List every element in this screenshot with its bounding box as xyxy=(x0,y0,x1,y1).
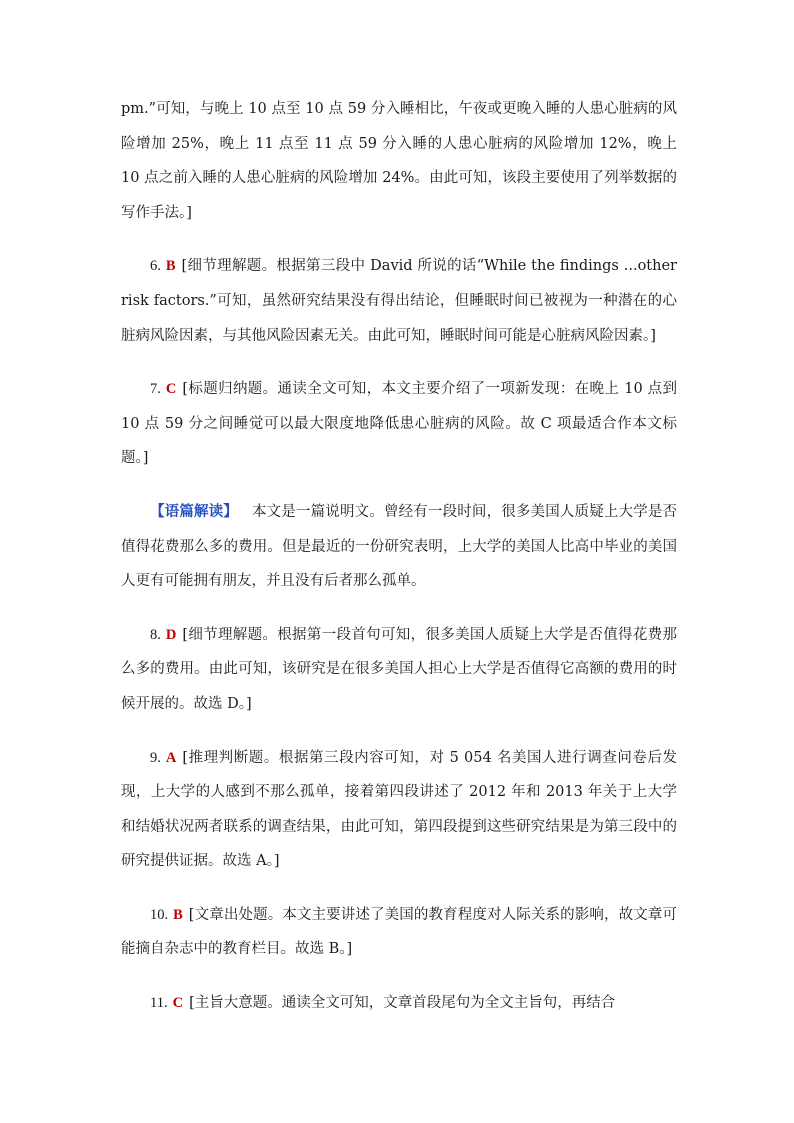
question-number: 9. xyxy=(150,749,161,766)
question-number: 6. xyxy=(150,258,161,275)
answer-item-8 xyxy=(121,618,677,722)
answer-letter: D xyxy=(165,626,177,643)
section-text: 本文是一篇说明文。曾经有一段时间，很多美国人质疑上大学是否值得花费那么多的费用。但是最近的一份研究表明，上大学的美国人比高中毕业的美国人更有可能拥有朋友，并且没有后者那么孤单。 xyxy=(121,503,678,590)
answer-item-7 xyxy=(121,372,677,476)
question-number: 10. xyxy=(150,906,169,923)
explanation-text: [文章出处题。本文主要讲述了美国的教育程度对人际关系的影响，故文章可能摘自杂志中的教育栏目。故选 B。] xyxy=(121,906,677,958)
answer-letter: B xyxy=(165,258,176,275)
answer-letter: C xyxy=(165,381,177,398)
answer-letter: C xyxy=(172,995,184,1012)
question-number: 11. xyxy=(150,995,168,1012)
answer-key-page xyxy=(121,92,677,1021)
question-number: 8. xyxy=(150,626,161,643)
answer-item-10 xyxy=(121,898,677,967)
explanation-text: [主旨大意题。通读全文可知，文章首段尾句为全文主旨句，再结合 xyxy=(189,995,616,1012)
question-number: 7. xyxy=(150,381,161,398)
explanation-text: [标题归纳题。通读全文可知，本文主要介绍了一项新发现：在晚上 10 点到 10 点 59 分之间睡觉可以最大限度地降低患心脏病的风险。故 C 项最适合作本文标题。] xyxy=(121,381,677,467)
discourse-analysis-section xyxy=(121,495,677,599)
explanation-text: [细节理解题。根据第一段首句可知，很多美国人质疑上大学是否值得花费那么多的费用。由此可知，该研究是在很多美国人担心上大学是否值得它高额的费用的时候开展的。故选 D。] xyxy=(121,626,677,712)
section-label: 【语篇解读】 xyxy=(150,502,238,520)
answer-item-6 xyxy=(121,249,677,353)
paragraph-text: pm.”可知，与晚上 10 点至 10 点 59 分入睡相比，午夜或更晚入睡的人患心脏病的风险增加 25%，晚上 11 点至 11 点 59 分入睡的人患心脏病的风险增加 12%，晚上 10 点之前入睡的人患心脏病的风险增加 24%。由此可知，该段主要使用了列举数据的写作手法。] xyxy=(121,101,677,221)
explanation-text: [推理判断题。根据第三段内容可知，对 5 054 名美国人进行调查问卷后发现，上大学的人感到不那么孤单，接着第四段讲述了 2012 年和 2013 年关于上大学和结婚状况两者联系的调查结果，由此可知，第四段提到这些研究结果是为第三段中的研究提供证据。故选 A。] xyxy=(121,749,677,870)
answer-letter: B xyxy=(173,906,183,923)
answer-item-9 xyxy=(121,741,677,879)
answer-item-11 xyxy=(121,986,677,1021)
paragraph-continuation xyxy=(121,92,677,230)
explanation-text: [细节理解题。根据第三段中 David 所说的话“While the findings ...other risk factors.”可知，虽然研究结果没有得出结论，但睡眠时间已被视为一种潜在的心脏病风险因素，与其他风险因素无关。由此可知，睡眠时间可能是心脏病风险因素。] xyxy=(121,258,677,344)
answer-letter: A xyxy=(165,749,177,766)
